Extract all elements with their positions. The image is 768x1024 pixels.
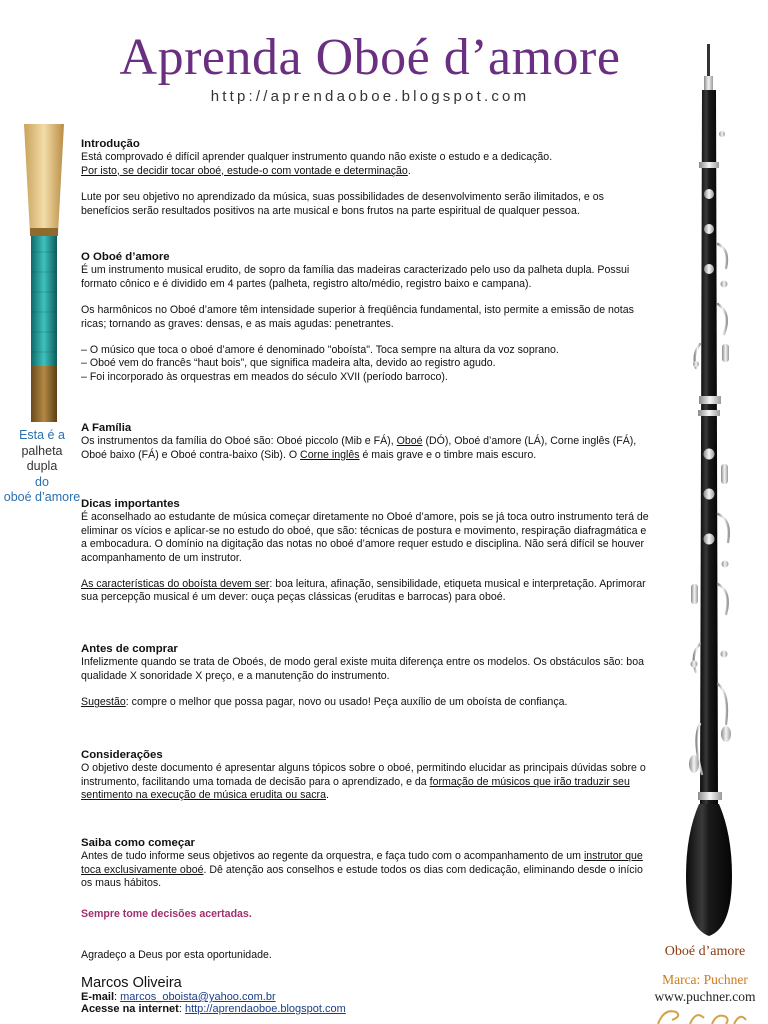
bullet-item: – O músico que toca o oboé d’amore é denominado "oboísta". Toca sempre na altura da voz soprano. [81,344,559,357]
section-familia [81,422,651,462]
bullet-item: – Oboé vem do francês “haut bois”, que significa madeira alta, devido ao registro agudo. [81,357,496,370]
reed-caption-line: Esta é a [19,428,65,442]
website-link[interactable]: http://aprendaoboe.blogspot.com [184,1003,346,1015]
page-title: Aprenda Oboé d’amore [119,29,621,86]
section-oboe [81,251,651,384]
section-heading: Saiba como começar [81,837,195,849]
reed-caption-line: dupla [26,459,58,473]
section-introducao [81,138,651,218]
oboe-caption: Oboé d’amore [664,944,746,959]
paragraph: Antes de tudo informe seus objetivos ao regente da orquestra, e faça tudo com o acompanhamento de um instrutor que toca exclusivamente oboé. Dê atenção aos conselhos e estude todos os dias com dedicação, eliminando desde o início os maus hábitos. [81,850,643,890]
email-link[interactable]: marcos_oboista@yahoo.com.br [120,991,276,1003]
closing-thanks: Agradeço a Deus por esta oportunidade. [81,949,272,961]
section-heading: Dicas importantes [81,498,180,510]
paragraph: É um instrumento musical erudito, de sopro da família das madeiras caracterizado pelo uso da palheta dupla. Possui formato cônico e é dividido em 4 partes (palheta, registro alto/médio, registro baixo e campana). [81,264,630,290]
closing-highlight: Sempre tome decisões acertadas. [81,908,252,920]
paragraph: O objetivo deste documento é apresentar alguns tópicos sobre o oboé, permitindo elucidar as principais dúvidas sobre o instrumento, facilitando uma tomada de decisão para o aprendizado, e da formação de músicos que irão traduzir seu sentimento na execução de música erudita ou sacra. [81,762,646,802]
section-heading: O Oboé d’amore [81,251,170,263]
author-name: Marcos Oliveira [81,975,182,991]
paragraph: Lute por seu objetivo no aprendizado da música, suas possibilidades de desenvolvimento serão ilimitados, e os benefícios serão resultados positivos na arte musical e bons frutos na parte espiritual de qualquer pessoa. [81,191,604,217]
email-line: E-mail: marcos_oboista@yahoo.com.br [81,991,276,1003]
section-dicas [81,498,651,605]
section-heading: Antes de comprar [81,643,178,655]
puchner-logo-icon [650,1006,750,1024]
brand-url[interactable]: www.puchner.com [654,989,756,1004]
web-line: Acesse na internet: http://aprendaoboe.blogspot.com [81,1003,346,1015]
link-oboe[interactable]: Oboé [396,435,423,448]
paragraph: Os harmônicos no Oboé d’amore têm intensidade superior à freqüência fundamental, isto permite a emissão de notas ricas; tornando as graves: densas, e as mais agudas: penetrantes. [81,304,634,330]
section-consideracoes [81,749,651,803]
oboe-image [672,44,748,944]
section-heading: Considerações [81,749,163,761]
paragraph: As características do oboísta devem ser: boa leitura, afinação, sensibilidade, etiqueta musical e interpretação. Aprimorar sua percepção musical é um dever: ouça peças clássicas (eruditas e barrocas) para oboé. [81,578,646,604]
header-url[interactable]: http://aprendaoboe.blogspot.com [210,88,530,105]
reed-caption-line: oboé d’amore [3,490,81,504]
section-comecar [81,837,651,891]
paragraph: É aconselhado ao estudante de música começar diretamente no Oboé d’amore, pois se já toca outro instrumento terá de eliminar os vícios e aplicar-se no estudo do oboé, que são: técnicas de postura e movimento, respiração diafragmática e a embocadura. O domínio na digitação das notas no oboé d’amore requer estudo e disciplina. Não será difícil se houver acompanhamento de um instrutor. [81,511,649,564]
paragraph: Sugestão: compre o melhor que possa pagar, novo ou usado! Peça auxílio de um oboísta de confiança. [81,696,568,709]
reed-caption [0,428,84,506]
paragraph: Os instrumentos da família do Oboé são: Oboé piccolo (Mib e FÁ), Oboé (DÓ), Oboé d’amore (LÁ), Corne inglês (FÁ), Oboé baixo (FÁ) e Oboé contra-baixo (Sib). O Corne inglês é mais grave e o timbre mais escuro. [81,435,637,461]
signature-block [81,975,346,1015]
reed-caption-line: do [35,474,49,489]
reed-caption-line: palheta [21,443,63,458]
link-corne-ingles[interactable]: Corne inglês [300,448,360,461]
section-comprar [81,643,651,710]
section-heading: A Família [81,422,132,434]
brand-label: Marca: Puchner [662,972,748,987]
reed-image [22,122,66,422]
paragraph: Está comprovado é difícil aprender qualquer instrumento quando não existe o estudo e a dedicação. Por isto, se decidir tocar oboé, estude-o com vontade e determinação. [81,151,553,177]
section-heading: Introdução [81,138,140,150]
paragraph: Infelizmente quando se trata de Oboés, de modo geral existe muita diferença entre os modelos. Os obstáculos são: boa qualidade X sonoridade X preço, e a manutenção do instrumento. [81,656,644,682]
bullet-item: – Foi incorporado às orquestras em meados do século XVII (período barroco). [81,370,448,383]
